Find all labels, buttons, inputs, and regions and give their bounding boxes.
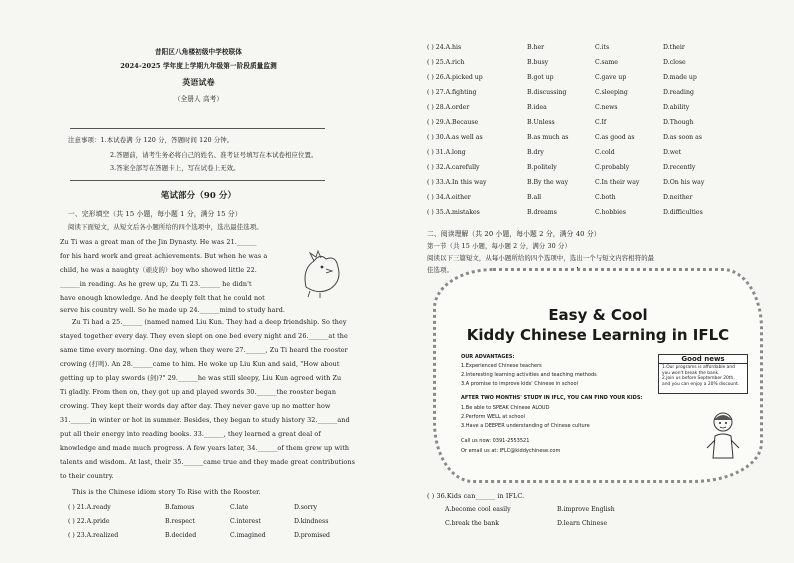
question-27[interactable]: ( ) 27.A.fighting bbox=[427, 89, 477, 96]
question-32[interactable]: ( ) 32.A.carefully bbox=[427, 164, 480, 171]
option-d[interactable]: D.recently bbox=[663, 164, 696, 171]
good-news-heading: Good news bbox=[659, 355, 747, 364]
ad-result: 1.Be able to SPEAK Chinese ALOUD bbox=[461, 405, 550, 411]
part2-instructions-cont: 佳选项。 bbox=[427, 266, 453, 274]
option-b[interactable]: B.decided bbox=[165, 532, 197, 539]
option-b[interactable]: B.discussing bbox=[527, 89, 567, 96]
ad-advantages-heading: OUR ADVANTAGES: bbox=[461, 354, 515, 360]
option-d[interactable]: D.reading bbox=[663, 89, 694, 96]
question-22[interactable]: ( ) 22.A.pride bbox=[68, 518, 110, 525]
option-c[interactable]: C.If bbox=[595, 119, 607, 126]
part1-instructions: 阅读下面短文，从短文后各小题所给的四个选项中，选出最佳选项。 bbox=[68, 223, 263, 231]
passage-line: child, he was a naughty（顽皮的）boy who showed little 22. bbox=[60, 266, 257, 274]
good-news-text: 1.Our programs is affordable and you won't break the bank. 2.Join us before September 20th, and you can enjoy a 20% discount. bbox=[662, 365, 740, 387]
option-b[interactable]: B.Unless bbox=[527, 119, 555, 126]
right-page bbox=[405, 0, 794, 563]
note-line-1: 注意事项：1.本试卷满 分 120 分，答题时间 120 分钟。 bbox=[68, 136, 234, 144]
option-c[interactable]: C.as good as bbox=[595, 134, 635, 141]
option-d[interactable]: D.promised bbox=[294, 532, 330, 539]
option-b[interactable]: B.By the way bbox=[527, 179, 569, 186]
option-b[interactable]: B.as much as bbox=[527, 134, 569, 141]
question-35[interactable]: ( ) 35.A.mistakes bbox=[427, 209, 480, 216]
option-d[interactable]: D.their bbox=[663, 44, 685, 51]
divider-top bbox=[70, 128, 325, 129]
option-b[interactable]: B.idea bbox=[527, 104, 547, 111]
option-d[interactable]: D.neither bbox=[663, 194, 693, 201]
ad-after-heading: AFTER TWO MONTHS' STUDY IN IFLC, YOU CAN FIND YOUR KIDS: bbox=[461, 395, 643, 401]
option-d[interactable]: D.difficulties bbox=[663, 209, 703, 216]
option-d[interactable]: D.made up bbox=[663, 74, 697, 81]
option-c[interactable]: C.news bbox=[595, 104, 618, 111]
note-line-2: 2.答题前，请考生务必将自己的姓名、准考证号填写在本试卷相应位置。 bbox=[110, 151, 318, 159]
note-line-3: 3.答案全部写在答题卡上，写在试卷上无效。 bbox=[110, 164, 240, 172]
passage-line: Zu Ti had a 25.______ (named named Liu Kun. They had a deep friendship. So they bbox=[72, 318, 347, 326]
passage-line: ______in reading. As he grew up, Zu Ti 23.______ he didn't bbox=[60, 280, 252, 288]
section-header: 笔试部分（90 分） bbox=[160, 191, 237, 201]
question-26[interactable]: ( ) 26.A.picked up bbox=[427, 74, 483, 81]
question-30[interactable]: ( ) 30.A.as well as bbox=[427, 134, 483, 141]
option-b[interactable]: B.busy bbox=[527, 59, 549, 66]
option-d[interactable]: D.wet bbox=[663, 149, 682, 156]
option-c[interactable]: C.gave up bbox=[595, 74, 627, 81]
option-c[interactable]: C.hobbies bbox=[595, 209, 626, 216]
option-c[interactable]: C.late bbox=[230, 504, 249, 511]
option-c[interactable]: C.same bbox=[595, 59, 618, 66]
option-b[interactable]: B.dreams bbox=[527, 209, 557, 216]
part2-subsection: 第一节（共 15 小题，每小题 2 分，满分 30 分） bbox=[427, 242, 571, 250]
part2-instructions: 阅读以下三篇短文，从每小题所给的四个选项中，选出一个与短文内容相符的最 bbox=[427, 254, 655, 262]
question-24[interactable]: ( ) 24.A.his bbox=[427, 44, 462, 51]
passage-line: same time every morning. One day, when they were 27.______, Zu Ti heard the rooster bbox=[60, 346, 348, 354]
passage-line: talents and wisdom. At last, their 35.______came true and they made great contributions bbox=[60, 458, 355, 466]
ad-headline: Easy & Cool bbox=[548, 306, 648, 324]
option-d[interactable]: D.kindness bbox=[294, 518, 329, 525]
option-c[interactable]: C.interest bbox=[230, 518, 261, 525]
part2-title: 二、阅读理解（共 20 小题，每小题 2 分，满分 40 分） bbox=[427, 230, 601, 238]
option-b[interactable]: B.dry bbox=[527, 149, 544, 156]
option-b[interactable]: B.improve English bbox=[557, 506, 615, 513]
exam-title: 2024-2025 学年度上学期九年级第一阶段质量监测 bbox=[120, 62, 277, 70]
ad-advantage: 2.Interesting learning activities and teaching methods bbox=[461, 372, 597, 378]
ad-phone: Call us now: 0391-2553521 bbox=[461, 438, 530, 444]
passage-line: crowing. They kept their words day after day. They never gave up no matter how bbox=[60, 402, 331, 410]
exam-scope: （全册人 高考） bbox=[173, 95, 224, 103]
passage-line: serve his country well. So he made up 24.______mind to study hard. bbox=[60, 306, 286, 314]
option-b[interactable]: B.all bbox=[527, 194, 542, 201]
question-29[interactable]: ( ) 29.A.Because bbox=[427, 119, 479, 126]
good-news-box bbox=[658, 354, 748, 394]
option-d[interactable]: D.sorry bbox=[294, 504, 318, 511]
passage-line: crowing (打鸣). An 28.______came to him. He woke up Liu Kun and said, "How about bbox=[60, 360, 340, 368]
option-c[interactable]: C.In their way bbox=[595, 179, 640, 186]
passage-line: knowledge and made much progress. A few years later, 34.______of them grew up with bbox=[60, 444, 350, 452]
passage-line: to their country. bbox=[60, 472, 114, 480]
school-name: 昔阳区八角楼初级中学校联体 bbox=[154, 48, 243, 56]
question-33[interactable]: ( ) 33.A.In this way bbox=[427, 179, 487, 186]
child-illustration-icon bbox=[703, 408, 743, 460]
passage-line: have enough knowledge. And he deeply felt that he could not bbox=[60, 294, 265, 302]
option-b[interactable]: B.famous bbox=[165, 504, 195, 511]
passage-line: stayed together every day. They even slept on one bed every night and 26.______at the bbox=[60, 332, 348, 340]
passage-line: for his hard work and great achievements. But when he was a bbox=[60, 252, 268, 260]
passage-line: put all their energy into reading books. 33.______, they learned a great deal of bbox=[60, 430, 321, 438]
option-b[interactable]: B.her bbox=[527, 44, 545, 51]
option-c[interactable]: C.probably bbox=[595, 164, 630, 171]
part1-title: 一、完形填空（共 15 小题，每小题 1 分，满分 15 分） bbox=[68, 210, 242, 218]
advertisement-iflc bbox=[433, 268, 763, 483]
option-c[interactable]: C.break the bank bbox=[445, 520, 499, 527]
option-d[interactable]: D.Though bbox=[663, 119, 694, 126]
option-a[interactable]: A.become cool easily bbox=[445, 506, 511, 513]
option-c[interactable]: C.both bbox=[595, 194, 616, 201]
illustration-rooster-icon bbox=[296, 247, 346, 299]
option-d[interactable]: D.On his way bbox=[663, 179, 705, 186]
passage-line: This is the Chinese idiom story To Rise with the Rooster. bbox=[72, 488, 261, 496]
option-c[interactable]: C.imagined bbox=[230, 532, 266, 539]
ad-advantage: 1.Experienced Chinese teachers bbox=[461, 363, 542, 369]
question-31[interactable]: ( ) 31.A.long bbox=[427, 149, 466, 156]
option-b[interactable]: B.politely bbox=[527, 164, 557, 171]
option-d[interactable]: D.ability bbox=[663, 104, 690, 111]
divider-bottom bbox=[70, 180, 325, 181]
option-b[interactable]: B.respect bbox=[165, 518, 195, 525]
ad-email: Or email us at: IFLC@kiddychinese.com bbox=[461, 448, 561, 454]
option-c[interactable]: C.its bbox=[595, 44, 610, 51]
passage-line: getting up to play swords (剑)?" 29.______he was still sleepy, Liu Kun agreed with Zu bbox=[60, 374, 342, 382]
question-21[interactable]: ( ) 21.A.ready bbox=[68, 504, 111, 511]
option-c[interactable]: C.cold bbox=[595, 149, 615, 156]
passage-line: 31.______in winter or hot in summer. Besides, they began to study history 32.______and bbox=[60, 416, 350, 424]
question-23[interactable]: ( ) 23.A.realized bbox=[68, 532, 119, 539]
question-36[interactable]: ( ) 36.Kids can______ in IFLC. bbox=[427, 492, 525, 500]
option-d[interactable]: D.close bbox=[663, 59, 686, 66]
option-b[interactable]: B.got up bbox=[527, 74, 554, 81]
ad-result: 2.Perform WELL at school bbox=[461, 414, 525, 420]
question-25[interactable]: ( ) 25.A.rich bbox=[427, 59, 465, 66]
passage-line: Zu Ti was a great man of the Jin Dynasty. He was 21.______ bbox=[60, 238, 257, 246]
option-d[interactable]: D.learn Chinese bbox=[557, 520, 608, 527]
question-28[interactable]: ( ) 28.A.order bbox=[427, 104, 470, 111]
ad-result: 3.Have a DEEPER understanding of Chinese culture bbox=[461, 423, 590, 429]
ad-subheadline: Kiddy Chinese Learning in IFLC bbox=[466, 326, 730, 344]
option-d[interactable]: D.as soon as bbox=[663, 134, 702, 141]
ad-advantage: 3.A promise to improve kids' Chinese in school bbox=[461, 381, 578, 387]
passage-line: Ti gladly. From then on, they got up and played swords 30.______the rooster began bbox=[60, 388, 337, 396]
question-34[interactable]: ( ) 34.A.either bbox=[427, 194, 471, 201]
option-c[interactable]: C.sleeping bbox=[595, 89, 628, 96]
subject-title: 英语试卷 bbox=[182, 77, 215, 87]
